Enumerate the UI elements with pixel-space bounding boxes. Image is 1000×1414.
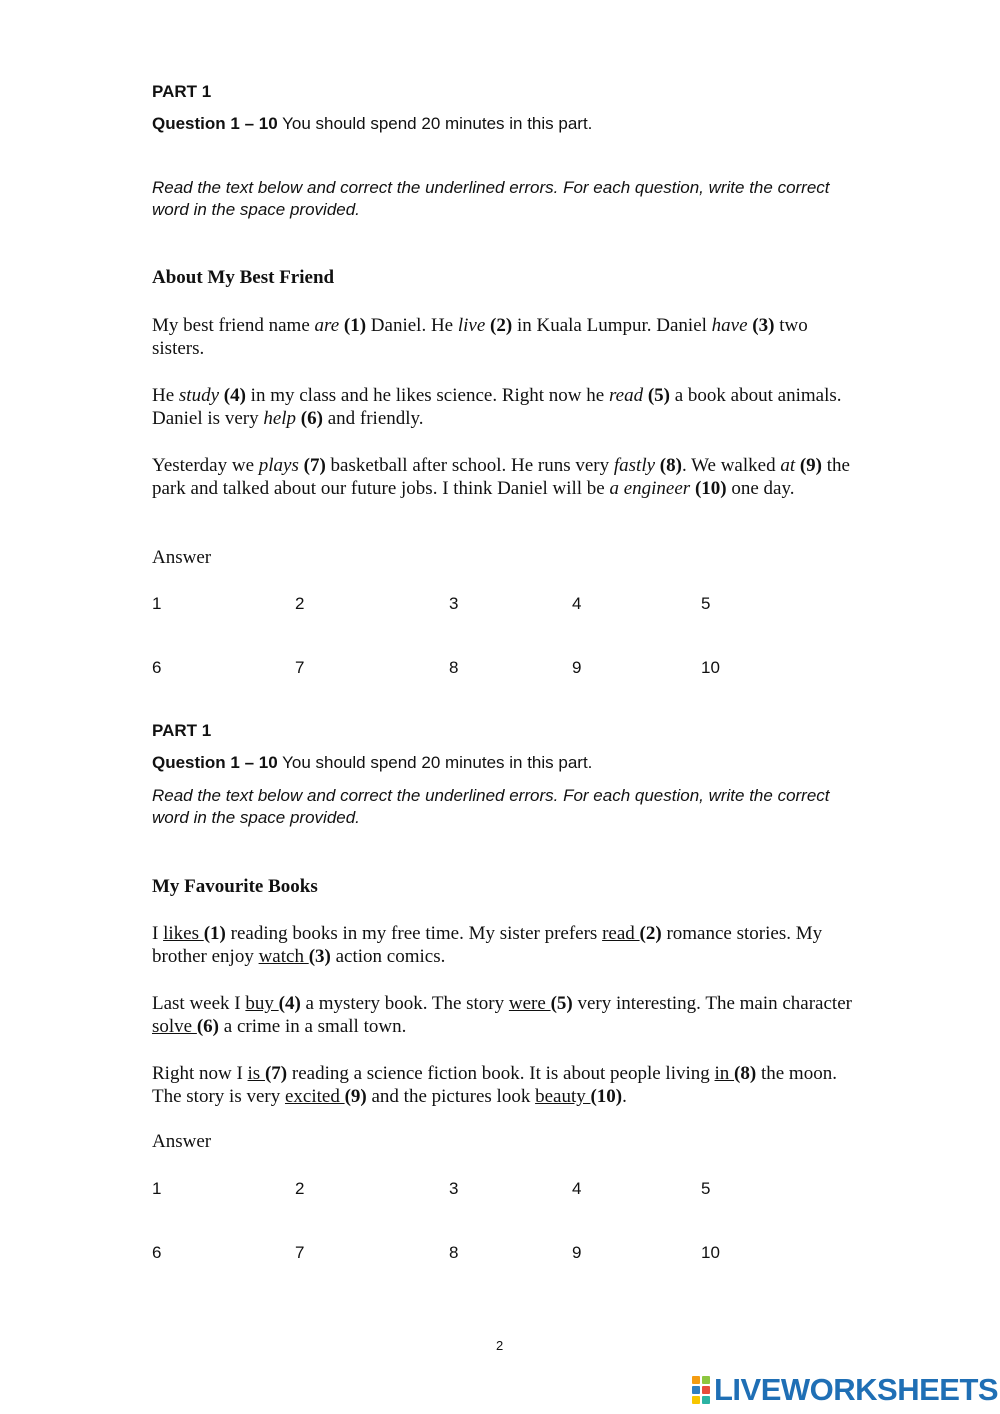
answer-label: Answer <box>152 547 212 568</box>
answer-number: 9 <box>572 1243 582 1262</box>
time-note: You should spend 20 minutes in this part. <box>282 114 593 133</box>
passage-text: . <box>622 1086 627 1107</box>
underlined-error: watch <box>258 946 309 967</box>
passage-text: in Kuala Lumpur. Daniel <box>512 315 712 336</box>
error-word: live <box>457 315 486 336</box>
answer-number: 5 <box>701 1179 711 1198</box>
passage-text: one day. <box>726 478 795 499</box>
passage-text: a crime in a small town. <box>219 1016 407 1037</box>
passage-paragraph <box>152 922 862 968</box>
answer-number: 1 <box>152 1179 162 1198</box>
question-number: (1) <box>343 315 367 336</box>
error-word: at <box>780 455 796 476</box>
part-title: PART 1 <box>152 721 212 740</box>
logo-tiles-icon <box>692 1376 710 1404</box>
passage-text: and friendly. <box>322 408 424 429</box>
page-number: 2 <box>496 1338 504 1353</box>
question-number: (10) <box>694 478 727 499</box>
answer-label: Answer <box>152 1131 212 1152</box>
passage-text: He <box>152 385 179 406</box>
question-range: Question 1 – 10 <box>152 753 278 772</box>
logo-tile <box>692 1396 700 1404</box>
passage-text: romance stories. My brother enjoy <box>152 923 823 967</box>
passage-paragraph <box>152 384 862 430</box>
passage-text: very interesting. The main character <box>572 993 852 1014</box>
answer-number: 8 <box>449 658 459 677</box>
question-number: (8) <box>659 455 682 476</box>
logo-tile <box>692 1376 700 1384</box>
question-number: (7) <box>264 1063 288 1084</box>
underlined-error: buy <box>245 993 279 1014</box>
underlined-error: is <box>247 1063 265 1084</box>
question-number: (6) <box>300 408 323 429</box>
passage-text: action comics. <box>330 946 446 967</box>
error-word: plays <box>258 455 299 476</box>
passage-text: My best friend name <box>152 315 315 336</box>
passage-text: the park and talked about our future jobs. I think Daniel will be <box>152 455 850 499</box>
part-title: PART 1 <box>152 82 212 101</box>
answer-number: 10 <box>701 658 720 677</box>
passage-text: Daniel. He <box>366 315 458 336</box>
passage-text: Yesterday we <box>152 455 259 476</box>
question-number: (5) <box>647 385 670 406</box>
answer-number: 2 <box>295 1179 305 1198</box>
logo-tile <box>702 1386 710 1394</box>
question-range-line <box>152 114 592 134</box>
passage-heading: About My Best Friend <box>152 267 335 288</box>
logo-tile <box>692 1386 700 1394</box>
question-range: Question 1 – 10 <box>152 114 278 133</box>
question-number: (4) <box>223 385 246 406</box>
underlined-error: read <box>602 923 640 944</box>
question-number: (1) <box>203 923 226 944</box>
answer-number: 4 <box>572 1179 582 1198</box>
answer-number: 6 <box>152 1243 162 1262</box>
answer-number: 1 <box>152 594 162 613</box>
error-word: are <box>314 315 340 336</box>
answer-number: 2 <box>295 594 305 613</box>
underlined-error: beauty <box>535 1086 591 1107</box>
question-number: (7) <box>303 455 326 476</box>
passage-paragraph <box>152 992 862 1038</box>
question-number: (6) <box>196 1016 220 1037</box>
answer-number: 6 <box>152 658 162 677</box>
question-number: (8) <box>734 1063 757 1084</box>
time-note: You should spend 20 minutes in this part. <box>282 753 593 772</box>
error-word: a engineer <box>609 478 691 499</box>
underlined-error: solve <box>152 1016 197 1037</box>
passage-text: reading books in my free time. My sister prefers <box>225 923 603 944</box>
answer-number: 10 <box>701 1243 720 1262</box>
passage-text: Last week I <box>152 993 246 1014</box>
error-word: study <box>178 385 220 406</box>
answer-number: 7 <box>295 1243 305 1262</box>
question-number: (10) <box>590 1086 623 1107</box>
passage-text: and the pictures look <box>366 1086 536 1107</box>
error-word: have <box>711 315 748 336</box>
answer-number: 5 <box>701 594 711 613</box>
error-word: help <box>263 408 297 429</box>
logo-tile <box>702 1396 710 1404</box>
logo-tile <box>702 1376 710 1384</box>
passage-paragraph <box>152 454 862 500</box>
passage-heading: My Favourite Books <box>152 876 318 897</box>
answer-number: 3 <box>449 594 459 613</box>
question-number: (3) <box>752 315 775 336</box>
answer-number: 4 <box>572 594 582 613</box>
instructions: Read the text below and correct the underlined errors. For each question, write the correct word in the space provided. <box>152 786 830 827</box>
error-word: read <box>608 385 644 406</box>
answer-number: 8 <box>449 1243 459 1262</box>
passage-text: . We walked <box>681 455 781 476</box>
underlined-error: likes <box>163 923 204 944</box>
passage-text: two sisters. <box>152 315 808 359</box>
question-number: (3) <box>308 946 331 967</box>
error-word: fastly <box>613 455 656 476</box>
question-number: (9) <box>799 455 823 476</box>
question-number: (4) <box>278 993 301 1014</box>
answer-number: 9 <box>572 658 582 677</box>
answer-number: 3 <box>449 1179 459 1198</box>
question-number: (5) <box>550 993 573 1014</box>
passage-paragraph <box>152 314 862 360</box>
passage-text: in my class and he likes science. Right now he <box>245 385 609 406</box>
question-range-line <box>152 753 592 773</box>
instructions: Read the text below and correct the underlined errors. For each question, write the correct word in the space provided. <box>152 178 830 219</box>
passage-text: the moon. The story is very <box>152 1063 837 1107</box>
underlined-error: excited <box>284 1086 345 1107</box>
passage-text: I <box>152 923 164 944</box>
underlined-error: were <box>508 993 551 1014</box>
question-number: (9) <box>344 1086 367 1107</box>
passage-text: reading a science fiction book. It is about people living <box>287 1063 715 1084</box>
passage-text: basketball after school. He runs very <box>325 455 614 476</box>
question-number: (2) <box>639 923 662 944</box>
underlined-error: in <box>714 1063 735 1084</box>
passage-text: a book about animals. Daniel is very <box>152 385 842 429</box>
liveworksheets-logo[interactable] <box>692 1372 998 1408</box>
passage-paragraph <box>152 1062 862 1108</box>
logo-text: LIVEWORKSHEETS <box>714 1372 999 1407</box>
passage-text: a mystery book. The story <box>300 993 509 1014</box>
passage-text: Right now I <box>152 1063 248 1084</box>
answer-number: 7 <box>295 658 305 677</box>
question-number: (2) <box>490 315 513 336</box>
